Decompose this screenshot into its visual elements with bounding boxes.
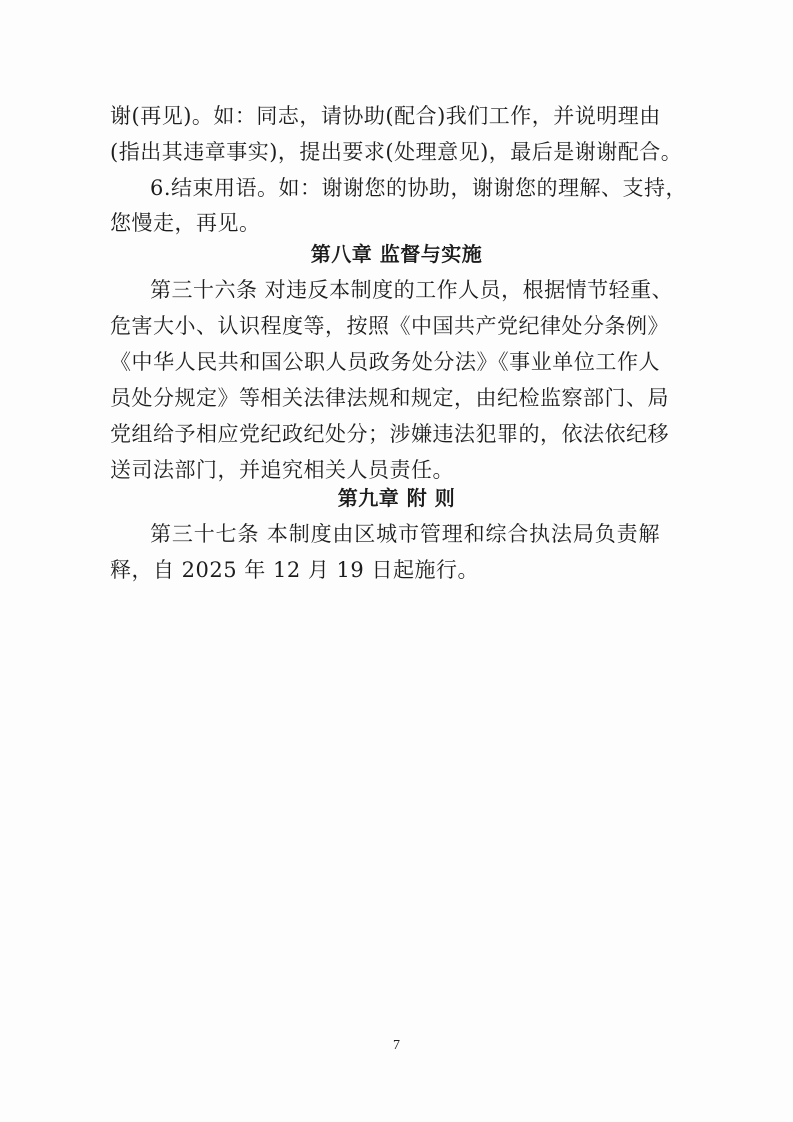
article-36-line: 党组给予相应党纪政纪处分；涉嫌违法犯罪的，依法依纪移 (110, 422, 669, 446)
body-text-line: 您慢走，再见。 (110, 211, 261, 235)
article-36-line: 危害大小、认识程度等，按照《中国共产党纪律处分条例》 (110, 314, 669, 338)
body-text-line: (指出其违章事实)，提出要求(处理意见)，最后是谢谢配合。 (110, 140, 683, 164)
article-36-line: 员处分规定》等相关法律法规和规定，由纪检监察部门、局 (110, 386, 669, 410)
article-37-line: 释，自 2025 年 12 月 19 日起施行。 (110, 558, 479, 582)
article-36-line: 送司法部门，并追究相关人员责任。 (110, 458, 454, 482)
body-text-line: 谢(再见)。如：同志，请协助(配合)我们工作，并说明理由 (110, 104, 661, 128)
article-36-line: 《中华人民共和国公职人员政务处分法》《事业单位工作人 (110, 350, 660, 374)
chapter-8-heading: 第八章 监督与实施 (310, 242, 483, 266)
article-36-line: 第三十六条 对违反本制度的工作人员，根据情节轻重、 (150, 278, 674, 302)
article-37-line: 第三十七条 本制度由区城市管理和综合执法局负责解 (150, 522, 660, 546)
page-number: 7 (393, 1038, 400, 1053)
body-text-line: 6.结束用语。如：谢谢您的协助，谢谢您的理解、支持， (150, 176, 688, 200)
chapter-9-heading: 第九章 附 则 (337, 486, 456, 510)
